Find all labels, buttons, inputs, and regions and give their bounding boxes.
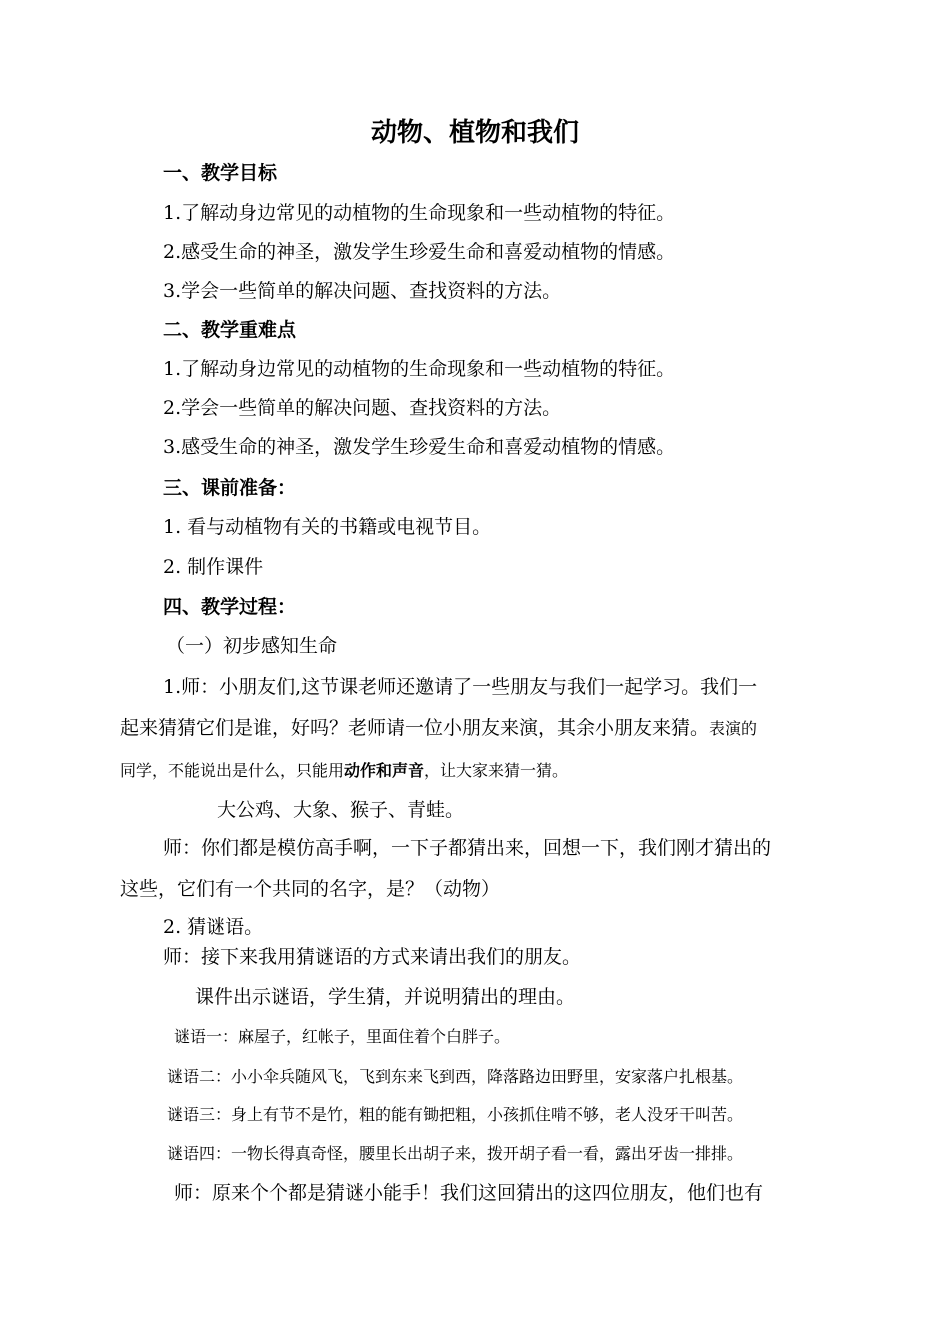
preparation-item: 2. 制作课件 <box>163 556 264 578</box>
riddle-item: 谜语四：一物长得真奇怪，腰里长出胡子来，拨开胡子看一看，露出牙齿一排排。 <box>167 1144 744 1163</box>
paragraph-text: 起来猜猜它们是谁，好吗？老师请一位小朋友来演，其余小朋友来猜。 <box>120 717 710 739</box>
paragraph-line: 师：原来个个都是猜谜小能手！我们这回猜出的这四位朋友，他们也有 <box>174 1182 764 1204</box>
section-heading-preparation: 三、课前准备： <box>163 477 297 499</box>
paragraph-line <box>120 714 757 743</box>
key-point-item: 2.学会一些简单的解决问题、查找资料的方法。 <box>163 397 562 419</box>
preparation-item: 1. 看与动植物有关的书籍或电视节目。 <box>163 516 492 538</box>
paragraph-line <box>120 757 568 785</box>
paragraph-line: 课件出示谜语，学生猜，并说明猜出的理由。 <box>195 986 576 1008</box>
paragraph-text: 同学，不能说出是什么，只能用 <box>120 761 345 780</box>
objective-item: 3.学会一些简单的解决问题、查找资料的方法。 <box>163 280 562 302</box>
section-heading-key-points: 二、教学重难点 <box>163 319 297 341</box>
key-point-item: 3.感受生命的神圣，激发学生珍爱生命和喜爱动植物的情感。 <box>163 436 676 458</box>
paragraph-line: 师：接下来我用猜谜语的方式来请出我们的朋友。 <box>163 946 582 968</box>
riddle-item: 谜语一：麻屋子，红帐子，里面住着个白胖子。 <box>174 1027 511 1046</box>
paragraph-line: 这些，它们有一个共同的名字，是？（动物） <box>120 878 501 900</box>
paragraph-line: 师：你们都是模仿高手啊，一下子都猜出来，回想一下，我们刚才猜出的 <box>163 837 772 859</box>
paragraph-text-small: 表演的 <box>709 719 758 738</box>
section-heading-process: 四、教学过程： <box>163 596 297 618</box>
section-heading-objectives: 一、教学目标 <box>163 162 278 184</box>
emphasis-text: 动作和声音 <box>344 761 425 780</box>
objective-item: 2.感受生命的神圣，激发学生珍爱生命和喜爱动植物的情感。 <box>163 241 676 263</box>
riddle-item: 谜语二：小小伞兵随风飞，飞到东来飞到西，降落路边田野里，安家落户扎根基。 <box>167 1067 744 1086</box>
key-point-item: 1.了解动身边常见的动植物的生命现象和一些动植物的特征。 <box>163 358 676 380</box>
subsection-heading: （一）初步感知生命 <box>166 635 338 657</box>
objective-item: 1.了解动身边常见的动植物的生命现象和一些动植物的特征。 <box>163 202 676 224</box>
riddle-item: 谜语三：身上有节不是竹，粗的能有锄把粗，小孩抓住啃不够，老人没牙干叫苦。 <box>167 1105 744 1124</box>
paragraph-line: 1.师：小朋友们,这节课老师还邀请了一些朋友与我们一起学习。我们一 <box>163 676 758 698</box>
page-title: 动物、植物和我们 <box>370 118 579 148</box>
animal-list: 大公鸡、大象、猴子、青蛙。 <box>217 799 465 821</box>
step-heading: 2. 猜谜语。 <box>163 916 264 938</box>
paragraph-text: ，让大家来猜一猜。 <box>424 761 569 780</box>
